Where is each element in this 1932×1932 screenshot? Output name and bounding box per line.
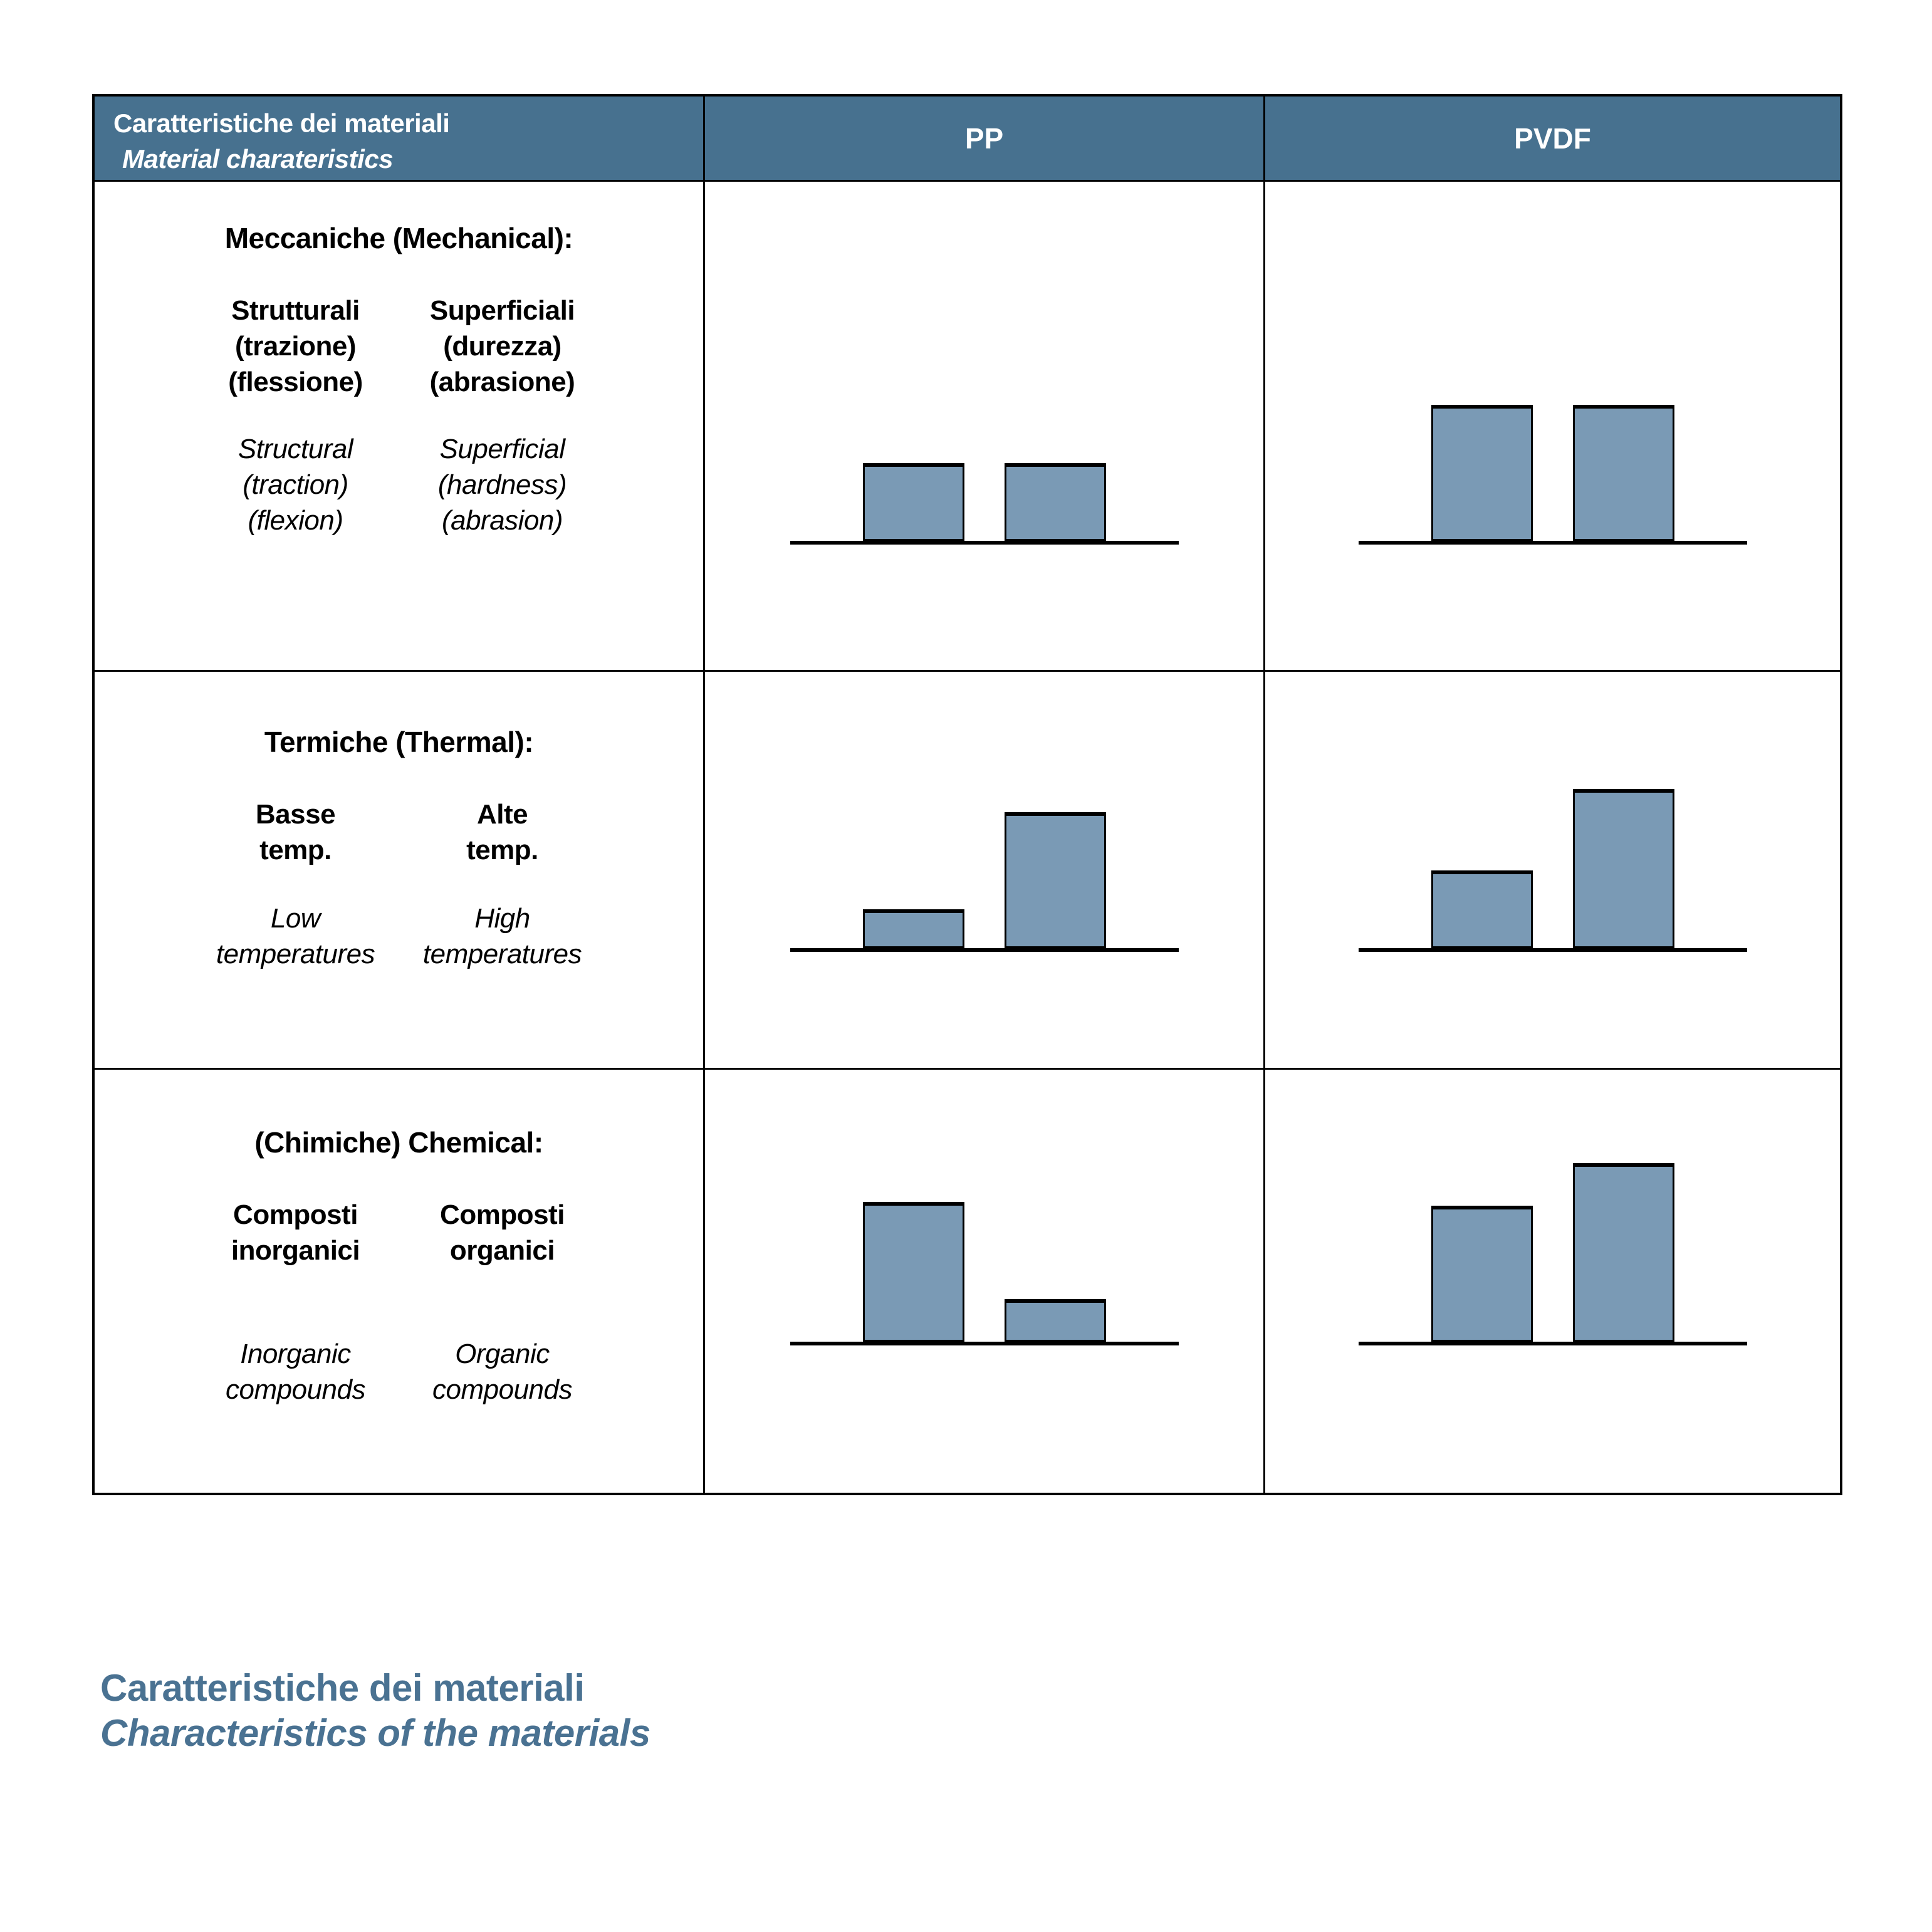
row-chemical-labels-english [192,1336,606,1407]
chart-thermal-pvdf [1359,745,1747,952]
row-mechanical-labels-english [192,431,606,538]
header-pp-cell [705,97,1265,182]
header-pvdf-label: PVDF [1514,122,1591,155]
chart-thermal-pvdf-cell [1265,672,1840,1070]
chart-mechanical-pvdf-cell [1265,182,1840,672]
chart-mechanical-pvdf [1359,338,1747,545]
row-mechanical-label-cell [95,182,705,672]
bar [1573,789,1674,948]
row-thermal-label-cell [95,672,705,1070]
bar [863,1202,964,1342]
label-organic-en: Organic compounds [432,1339,572,1405]
chart-thermal-pp-cell [705,672,1265,1070]
row-chemical-labels-italian [192,1197,606,1268]
chart-mechanical-pp-cell [705,182,1265,672]
bar [1573,405,1674,541]
label-low-temp-en: Low temperatures [216,903,375,969]
label-low-temp-it: Basse temp. [255,799,336,865]
chart-thermal-pp [790,745,1179,952]
row-mechanical-labels-italian [192,293,606,400]
bar [1573,1163,1674,1342]
header-pvdf-cell [1265,97,1840,182]
label-high-temp-en: High temperatures [422,903,582,969]
label-superficial-en: Superficial (hardness) (abrasion) [437,434,567,536]
row-thermal-labels-english [192,901,606,972]
materials-comparison-table [92,94,1842,1495]
header-title-italian: Caratteristiche dei materiali [113,108,450,138]
row-mechanical-title: Meccaniche (Mechanical): [224,222,573,254]
figure-caption-italian: Caratteristiche dei materiali [100,1667,585,1709]
bar [863,909,964,948]
chart-chemical-pvdf [1359,1139,1747,1345]
bar [1005,1299,1106,1342]
figure-caption [100,1667,650,1755]
label-structural-en: Structural (traction) (flexion) [238,434,353,536]
figure-caption-english: Characteristics of the materials [100,1712,650,1754]
label-high-temp-it: Alte temp. [466,799,538,865]
row-thermal-labels-italian [192,796,606,868]
chart-chemical-pp-cell [705,1070,1265,1493]
bar [1005,463,1106,541]
bar [863,463,964,541]
bar [1005,812,1106,948]
bar [1431,1206,1533,1342]
bar [1431,870,1533,948]
bar [1431,405,1533,541]
label-inorganic-en: Inorganic compounds [226,1339,365,1405]
chart-chemical-pp [790,1139,1179,1345]
label-organic-it: Composti organici [440,1199,565,1266]
row-chemical-title: (Chimiche) Chemical: [254,1126,543,1159]
header-title-english: Material charateristics [122,144,394,174]
header-characteristics-cell [95,97,705,182]
chart-chemical-pvdf-cell [1265,1070,1840,1493]
row-chemical-label-cell [95,1070,705,1493]
label-structural-it: Strutturali (trazione) (flessione) [228,295,363,397]
chart-mechanical-pp [790,338,1179,545]
label-inorganic-it: Composti inorganici [231,1199,360,1266]
row-thermal-title: Termiche (Thermal): [264,726,534,758]
header-pp-label: PP [964,122,1004,155]
label-superficial-it: Superficiali (durezza) (abrasione) [429,295,575,397]
